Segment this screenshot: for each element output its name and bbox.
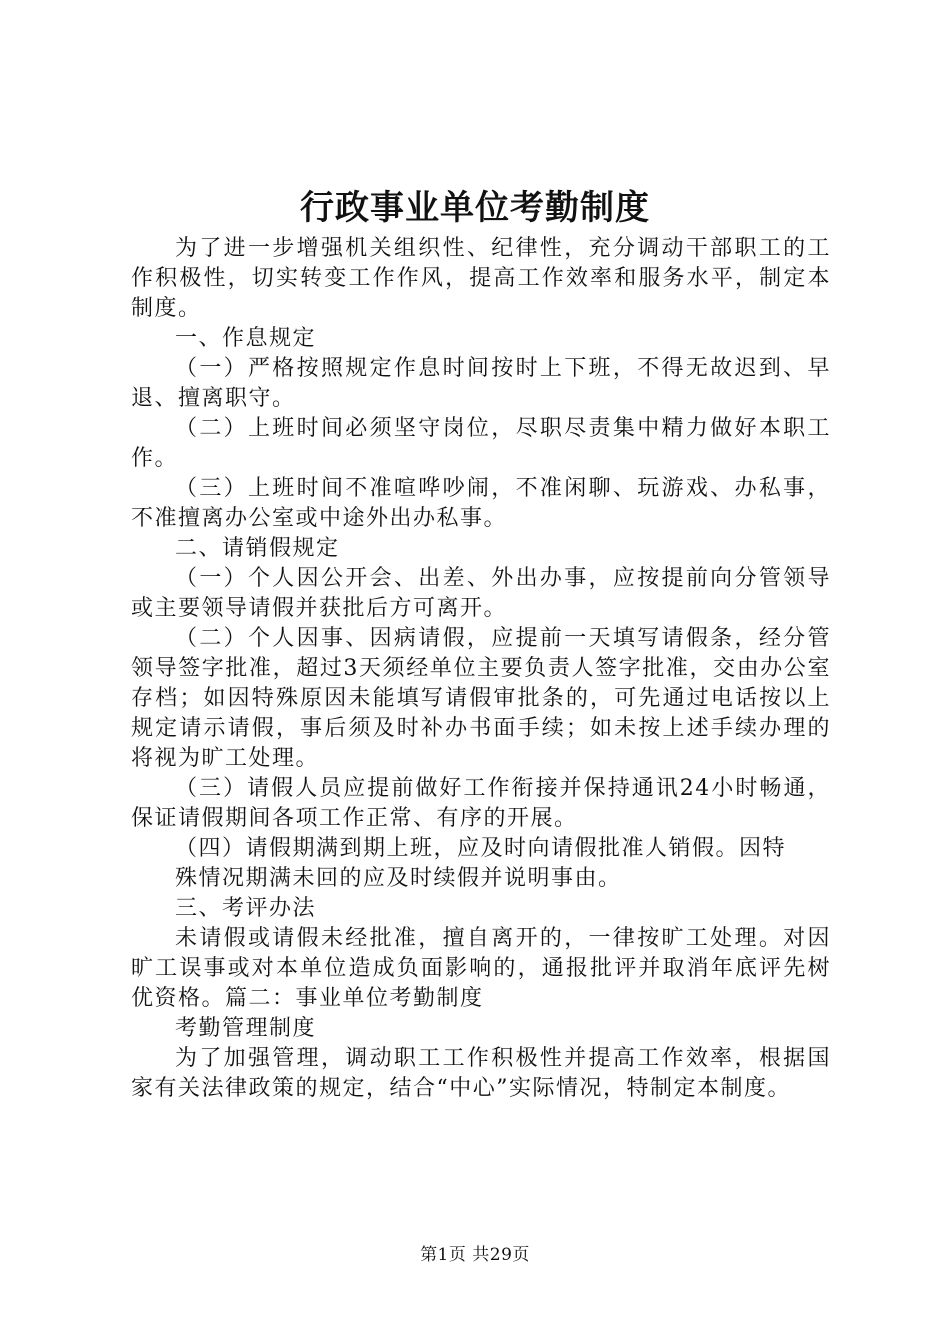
paragraph-attendance-intro: 为了加强管理，调动职工工作积极性并提高工作效率，根据国家有关法律政策的规定，结合“中心”实际情况，特制定本制度。: [131, 1046, 831, 1101]
paragraph-leave-2: （二）个人因事、因病请假，应提前一天填写请假条，经分管领导签字批准，超过3天须经单位主要负责人签字批准，交由办公室存档；如因特殊原因未能填写请假审批条的，可先通过电话按以上规定请示请假，事后须及时补办书面手续；如未按上述手续办理的将视为旷工处理。: [131, 626, 831, 771]
paragraph-evaluation: 未请假或请假未经批准，擅自离开的，一律按旷工处理。对因旷工误事或对本单位造成负面影响的，通报批评并取消年底评先树优资格。篇二：事业单位考勤制度: [131, 926, 831, 1011]
paragraph-schedule-3: （三）上班时间不准喧哗吵闹，不准闲聊、玩游戏、办私事，不准擅离办公室或中途外出办私事。: [131, 476, 831, 531]
paragraph-leave-4-continued: 殊情况期满未回的应及时续假并说明事由。: [175, 866, 622, 891]
paragraph-leave-4: （四）请假期满到期上班，应及时向请假批准人销假。因特: [175, 836, 787, 861]
section-heading-evaluation: 三、考评办法: [175, 896, 317, 921]
paragraph-schedule-2: （二）上班时间必须坚守岗位，尽职尽责集中精力做好本职工作。: [131, 416, 831, 471]
document-title: 行政事业单位考勤制度: [300, 188, 650, 228]
section-heading-leave: 二、请销假规定: [175, 536, 340, 561]
page-footer: 第1页 共29页: [420, 1245, 530, 1265]
paragraph-intro: 为了进一步增强机关组织性、纪律性，充分调动干部职工的工作积极性，切实转变工作作风，提高工作效率和服务水平，制定本制度。: [131, 236, 831, 321]
document-body: [131, 234, 831, 1104]
paragraph-schedule-1: （一）严格按照规定作息时间按时上下班，不得无故迟到、早退、擅离职守。: [131, 356, 831, 411]
paragraph-leave-1: （一）个人因公开会、出差、外出办事，应按提前向分管领导或主要领导请假并获批后方可离开。: [131, 566, 831, 621]
section-heading-schedule: 一、作息规定: [175, 326, 317, 351]
subtitle-attendance-management: 考勤管理制度: [175, 1016, 317, 1041]
paragraph-leave-3: （三）请假人员应提前做好工作衔接并保持通讯24小时畅通，保证请假期间各项工作正常、有序的开展。: [131, 776, 831, 831]
